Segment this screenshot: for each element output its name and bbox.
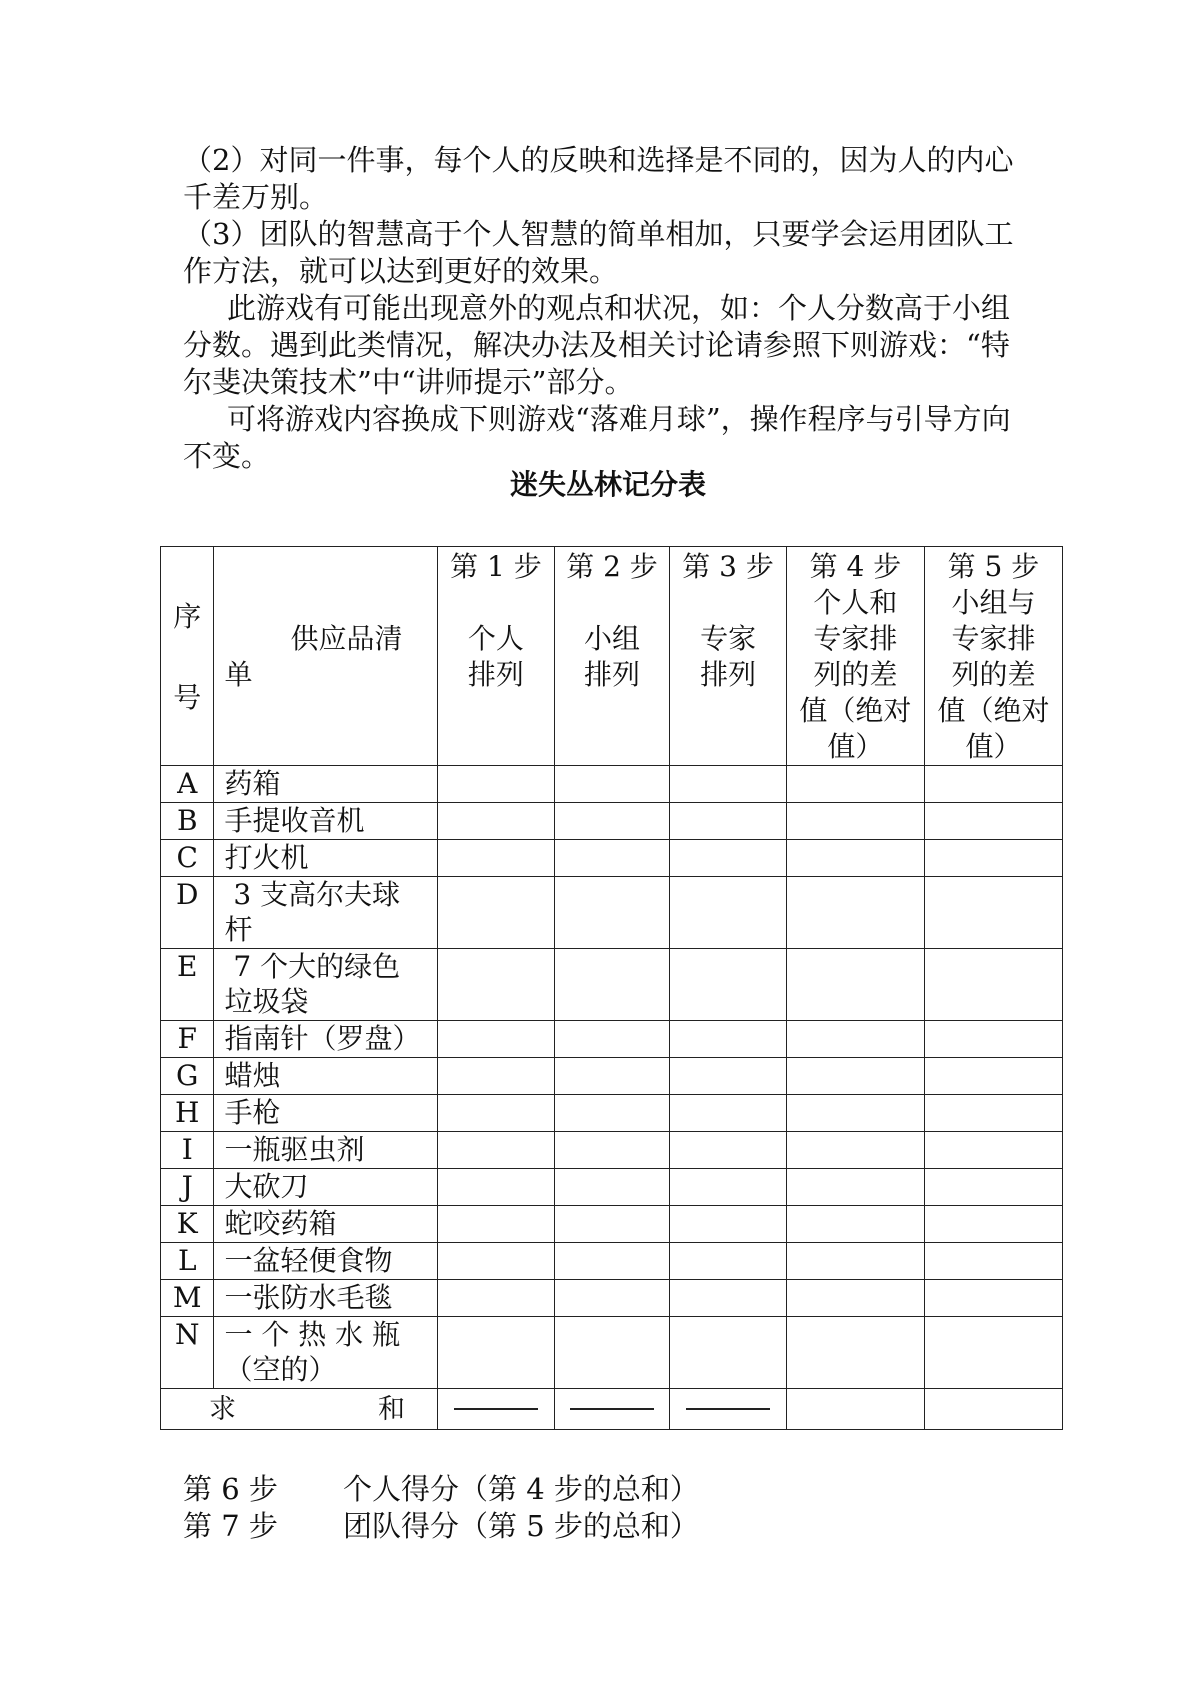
- score-cell-step1[interactable]: [438, 1169, 555, 1206]
- sum-label-2: 和: [378, 1393, 405, 1425]
- score-cell-step2[interactable]: [554, 1095, 670, 1132]
- row-item-line: 指南针（罗盘）: [224, 1022, 421, 1055]
- score-cell-step5[interactable]: [924, 1132, 1062, 1169]
- row-item: [214, 1169, 438, 1206]
- score-cell-step1[interactable]: [438, 766, 555, 803]
- score-cell-step3[interactable]: [670, 1132, 787, 1169]
- score-cell-step3[interactable]: [670, 1243, 787, 1280]
- steps-block: [183, 1471, 699, 1545]
- score-cell-step3[interactable]: [670, 1317, 787, 1389]
- score-cell-step3[interactable]: [670, 803, 787, 840]
- score-cell-step4[interactable]: [786, 1169, 924, 1206]
- score-cell-step2[interactable]: [554, 949, 670, 1021]
- score-cell-step3[interactable]: [670, 1021, 787, 1058]
- score-cell-step1[interactable]: [438, 803, 555, 840]
- row-id: F: [161, 1021, 214, 1058]
- score-cell-step1[interactable]: [438, 1206, 555, 1243]
- score-cell-step4[interactable]: [786, 1095, 924, 1132]
- row-item-line: 3 支高尔夫球: [224, 878, 401, 911]
- table-row: [161, 1095, 1063, 1132]
- row-item: [214, 877, 438, 949]
- header-step5-desc-2: 专家排: [951, 622, 1036, 655]
- score-cell-step4[interactable]: [786, 1021, 924, 1058]
- dash-line: [570, 1408, 654, 1410]
- row-item-line: 药箱: [224, 767, 281, 800]
- row-id: G: [161, 1058, 214, 1095]
- header-item: [214, 547, 438, 766]
- header-step2-label: 第 2 步: [566, 550, 658, 583]
- row-id: M: [161, 1280, 214, 1317]
- table-body: [161, 766, 1063, 1430]
- table-row: [161, 949, 1063, 1021]
- score-cell-step3[interactable]: [670, 840, 787, 877]
- score-cell-step4[interactable]: [786, 1132, 924, 1169]
- header-id-line1: 序: [173, 599, 202, 633]
- header-step4-desc-4: 值（绝对: [799, 694, 912, 727]
- header-step4-label: 第 4 步: [809, 550, 902, 583]
- score-cell-step5[interactable]: [924, 877, 1062, 949]
- sum-row: [161, 1389, 1063, 1430]
- row-item: [214, 1058, 438, 1095]
- row-id: I: [161, 1132, 214, 1169]
- sum-step5-cell: [924, 1389, 1062, 1430]
- score-cell-step4[interactable]: [786, 1280, 924, 1317]
- table-row: [161, 803, 1063, 840]
- header-step4: [786, 547, 924, 766]
- row-item-line: 手枪: [224, 1096, 281, 1129]
- sum-step3-cell: [670, 1389, 787, 1430]
- score-cell-step2[interactable]: [554, 1280, 670, 1317]
- score-cell-step4[interactable]: [786, 766, 924, 803]
- score-cell-step2[interactable]: [554, 840, 670, 877]
- step-row-6: [183, 1471, 699, 1508]
- row-id: K: [161, 1206, 214, 1243]
- paragraph-2: （3）团队的智慧高于个人智慧的简单相加，只要学会运用团队工作方法，就可以达到更好的效果。: [183, 217, 1014, 288]
- step-7-label: 第 7 步: [183, 1509, 278, 1543]
- score-cell-step1[interactable]: [438, 1058, 555, 1095]
- score-table: [160, 546, 1063, 1430]
- table-row: [161, 1132, 1063, 1169]
- row-item: [214, 1280, 438, 1317]
- score-cell-step2[interactable]: [554, 1058, 670, 1095]
- header-step5-label: 第 5 步: [947, 550, 1040, 583]
- row-item-line: 一盆轻便食物: [224, 1244, 393, 1277]
- table-row: [161, 766, 1063, 803]
- score-cell-step1[interactable]: [438, 1095, 555, 1132]
- score-cell-step4[interactable]: [786, 803, 924, 840]
- score-cell-step2[interactable]: [554, 1169, 670, 1206]
- row-id: H: [161, 1095, 214, 1132]
- score-cell-step3[interactable]: [670, 877, 787, 949]
- row-item: [214, 949, 438, 1021]
- step-6-label: 第 6 步: [183, 1472, 278, 1506]
- header-id-line2: 号: [173, 680, 202, 714]
- row-id: D: [161, 877, 214, 949]
- header-step4-desc-1: 个人和: [813, 586, 898, 619]
- table-title: 迷失丛林记分表: [509, 468, 706, 501]
- row-item-line: 垃圾袋: [224, 985, 309, 1018]
- dash-line: [686, 1408, 770, 1410]
- row-item: [214, 1132, 438, 1169]
- row-id: B: [161, 803, 214, 840]
- score-cell-step3[interactable]: [670, 1095, 787, 1132]
- header-step2-desc1: 小组: [584, 622, 641, 655]
- row-item: [214, 1206, 438, 1243]
- score-cell-step4[interactable]: [786, 1243, 924, 1280]
- header-step4-desc-5: 值）: [827, 730, 884, 763]
- row-id: J: [161, 1169, 214, 1206]
- sum-step4-cell: [786, 1389, 924, 1430]
- header-step5-desc-3: 列的差: [951, 658, 1036, 691]
- header-step5-desc-4: 值（绝对: [937, 694, 1050, 727]
- paragraph-4: 可将游戏内容换成下则游戏“落难月球”，操作程序与引导方向不变。: [183, 402, 1011, 473]
- score-cell-step2[interactable]: [554, 1243, 670, 1280]
- row-id: C: [161, 840, 214, 877]
- header-step3-desc1: 专家: [700, 622, 757, 655]
- row-item: [214, 766, 438, 803]
- header-step3: [670, 547, 787, 766]
- row-id: L: [161, 1243, 214, 1280]
- score-cell-step4[interactable]: [786, 1317, 924, 1389]
- header-step5-desc-1: 小组与: [951, 586, 1036, 619]
- score-cell-step2[interactable]: [554, 766, 670, 803]
- row-item-line: 打火机: [224, 841, 309, 874]
- header-item-line2: 单: [224, 658, 253, 691]
- table-row: [161, 1206, 1063, 1243]
- table-row: [161, 1021, 1063, 1058]
- score-cell-step4[interactable]: [786, 840, 924, 877]
- row-item-line: 杆: [224, 913, 253, 946]
- header-step4-desc-2: 专家排: [813, 622, 898, 655]
- score-cell-step5[interactable]: [924, 840, 1062, 877]
- row-item: [214, 840, 438, 877]
- table-row: [161, 1169, 1063, 1206]
- score-cell-step3[interactable]: [670, 1169, 787, 1206]
- sum-step1-cell: [438, 1389, 555, 1430]
- score-cell-step5[interactable]: [924, 803, 1062, 840]
- step-7-text: 团队得分（第 5 步的总和）: [343, 1509, 699, 1543]
- score-cell-step2[interactable]: [554, 1021, 670, 1058]
- score-cell-step3[interactable]: [670, 1206, 787, 1243]
- header-step3-label: 第 3 步: [682, 550, 774, 583]
- row-item-line: 一 个 热 水 瓶: [224, 1318, 401, 1351]
- header-id: [161, 547, 214, 766]
- table-row: [161, 1058, 1063, 1095]
- score-cell-step2[interactable]: [554, 877, 670, 949]
- paragraph-1: （2）对同一件事，每个人的反映和选择是不同的，因为人的内心千差万别。: [183, 143, 1014, 214]
- header-step5: [924, 547, 1062, 766]
- score-cell-step1[interactable]: [438, 949, 555, 1021]
- header-step1: [438, 547, 555, 766]
- score-cell-step2[interactable]: [554, 1317, 670, 1389]
- sum-step2-cell: [554, 1389, 670, 1430]
- row-item: [214, 1021, 438, 1058]
- row-item: [214, 1243, 438, 1280]
- score-cell-step1[interactable]: [438, 840, 555, 877]
- sum-label: [161, 1389, 438, 1430]
- score-cell-step4[interactable]: [786, 877, 924, 949]
- intro-text: [183, 142, 1033, 475]
- row-item-line: 蛇咬药箱: [224, 1207, 337, 1240]
- row-item-line: 一瓶驱虫剂: [224, 1133, 365, 1166]
- score-cell-step5[interactable]: [924, 1021, 1062, 1058]
- row-item-line: 7 个大的绿色: [224, 950, 401, 983]
- score-cell-step4[interactable]: [786, 1206, 924, 1243]
- score-cell-step4[interactable]: [786, 1058, 924, 1095]
- dash-line: [454, 1408, 538, 1410]
- row-id: N: [161, 1317, 214, 1389]
- score-cell-step1[interactable]: [438, 1280, 555, 1317]
- score-cell-step3[interactable]: [670, 1280, 787, 1317]
- score-cell-step3[interactable]: [670, 766, 787, 803]
- score-cell-step5[interactable]: [924, 1243, 1062, 1280]
- score-cell-step5[interactable]: [924, 1206, 1062, 1243]
- table-row: [161, 840, 1063, 877]
- header-step3-desc2: 排列: [700, 658, 757, 691]
- header-item-line1: 供应品清: [290, 622, 403, 655]
- score-cell-step5[interactable]: [924, 1317, 1062, 1389]
- score-cell-step4[interactable]: [786, 949, 924, 1021]
- score-cell-step1[interactable]: [438, 1021, 555, 1058]
- score-cell-step3[interactable]: [670, 949, 787, 1021]
- table-header-row: [161, 547, 1063, 766]
- header-step2-desc2: 排列: [584, 658, 641, 691]
- score-cell-step5[interactable]: [924, 766, 1062, 803]
- score-cell-step5[interactable]: [924, 949, 1062, 1021]
- header-step1-label: 第 1 步: [450, 550, 542, 583]
- score-cell-step1[interactable]: [438, 1317, 555, 1389]
- score-cell-step2[interactable]: [554, 803, 670, 840]
- row-item: [214, 1095, 438, 1132]
- step-row-7: [183, 1508, 699, 1545]
- score-cell-step1[interactable]: [438, 877, 555, 949]
- row-item-line: （空的）: [224, 1353, 337, 1386]
- score-cell-step5[interactable]: [924, 1058, 1062, 1095]
- score-cell-step5[interactable]: [924, 1169, 1062, 1206]
- sum-label-1: 求: [209, 1393, 236, 1425]
- score-cell-step1[interactable]: [438, 1243, 555, 1280]
- score-cell-step5[interactable]: [924, 1095, 1062, 1132]
- row-item-line: 大砍刀: [224, 1170, 309, 1203]
- table-row: [161, 1243, 1063, 1280]
- score-cell-step2[interactable]: [554, 1132, 670, 1169]
- table-row: [161, 1317, 1063, 1389]
- row-id: E: [161, 949, 214, 1021]
- paragraph-3: 此游戏有可能出现意外的观点和状况，如：个人分数高于小组分数。遇到此类情况，解决办法及相关讨论请参照下则游戏：“特尔斐决策技术”中“讲师提示”部分。: [183, 291, 1011, 399]
- row-item: [214, 1317, 438, 1389]
- score-cell-step5[interactable]: [924, 1280, 1062, 1317]
- row-id: A: [161, 766, 214, 803]
- header-step5-desc-5: 值）: [965, 730, 1022, 763]
- score-cell-step2[interactable]: [554, 1206, 670, 1243]
- row-item-line: 一张防水毛毯: [224, 1281, 393, 1314]
- header-step4-desc-3: 列的差: [813, 658, 898, 691]
- step-6-text: 个人得分（第 4 步的总和）: [343, 1472, 699, 1506]
- table-row: [161, 1280, 1063, 1317]
- header-step1-desc2: 排列: [467, 658, 524, 691]
- row-item-line: 手提收音机: [224, 804, 365, 837]
- header-step1-desc1: 个人: [467, 622, 524, 655]
- table-row: [161, 877, 1063, 949]
- row-item-line: 蜡烛: [224, 1059, 281, 1092]
- row-item: [214, 803, 438, 840]
- score-cell-step1[interactable]: [438, 1132, 555, 1169]
- score-cell-step3[interactable]: [670, 1058, 787, 1095]
- header-step2: [554, 547, 670, 766]
